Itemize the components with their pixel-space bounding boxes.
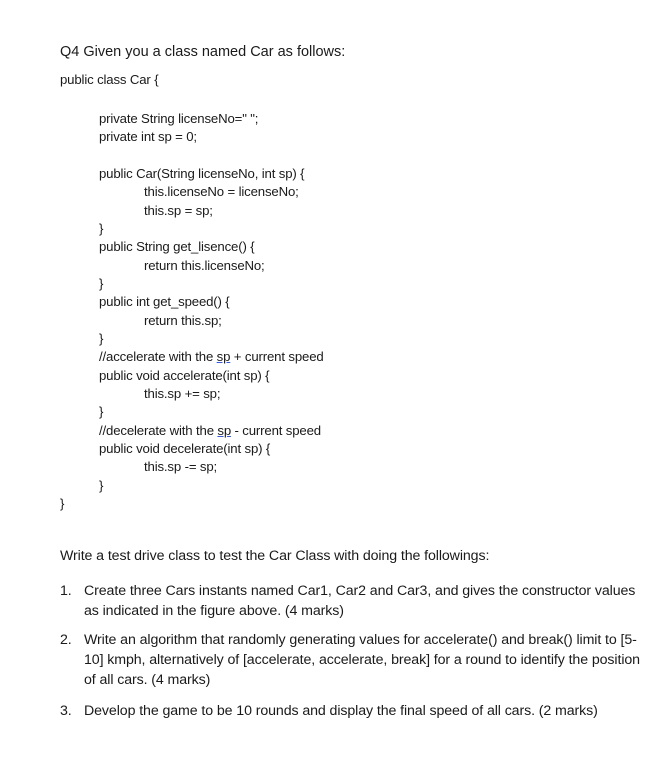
code-line: this.sp -= sp; <box>144 459 218 474</box>
code-line: public int get_speed() { <box>99 294 230 309</box>
item-number: 3. <box>60 703 72 719</box>
code-line: public Car(String licenseNo, int sp) { <box>99 166 305 181</box>
item-number: 1. <box>60 583 72 599</box>
item-text: Create three Cars instants named Car1, Car2 and Car3, and gives the constructor values as indicated in the figure above. (4 marks) <box>84 583 636 619</box>
underlined-word: sp <box>216 349 231 364</box>
code-line: public class Car { <box>60 72 159 87</box>
code-line: this.sp += sp; <box>144 386 221 401</box>
code-line: this.licenseNo = licenseNo; <box>144 184 299 199</box>
code-comment-line <box>99 347 324 367</box>
item-number: 2. <box>60 632 72 648</box>
comment-text: //accelerate with the <box>99 349 217 364</box>
code-comment-line <box>99 421 321 441</box>
code-line: } <box>99 221 104 236</box>
code-line: } <box>60 496 65 511</box>
underlined-word: sp <box>217 423 232 438</box>
comment-text: - current speed <box>231 423 321 438</box>
code-line: this.sp = sp; <box>144 203 213 218</box>
comment-text: //decelerate with the <box>99 423 218 438</box>
item-text: Develop the game to be 10 rounds and display the final speed of all cars. (2 marks) <box>84 703 598 719</box>
code-line: private int sp = 0; <box>99 129 197 144</box>
task-item <box>60 630 640 690</box>
task-item <box>60 581 640 621</box>
code-line: return this.licenseNo; <box>144 258 265 273</box>
code-line: public void decelerate(int sp) { <box>99 441 271 456</box>
code-line: return this.sp; <box>144 313 222 328</box>
task-intro: Write a test drive class to test the Car Class with doing the followings: <box>60 548 490 564</box>
comment-text: + current speed <box>230 349 324 364</box>
code-line: private String licenseNo=" "; <box>99 111 259 126</box>
code-line: public String get_lisence() { <box>99 239 255 254</box>
code-line: } <box>99 276 104 291</box>
code-line: } <box>99 478 104 493</box>
code-line: } <box>99 331 104 346</box>
code-line: public void accelerate(int sp) { <box>99 368 270 383</box>
task-item <box>60 701 640 721</box>
question-title: Q4 Given you a class named Car as follows: <box>60 44 346 60</box>
item-text: Write an algorithm that randomly generating values for accelerate() and break() limit to [5-10] kmph, alternatively of [accelerate, accelerate, break] for a round to identify the position of all cars. (4 marks) <box>84 632 640 688</box>
code-line: } <box>99 404 104 419</box>
